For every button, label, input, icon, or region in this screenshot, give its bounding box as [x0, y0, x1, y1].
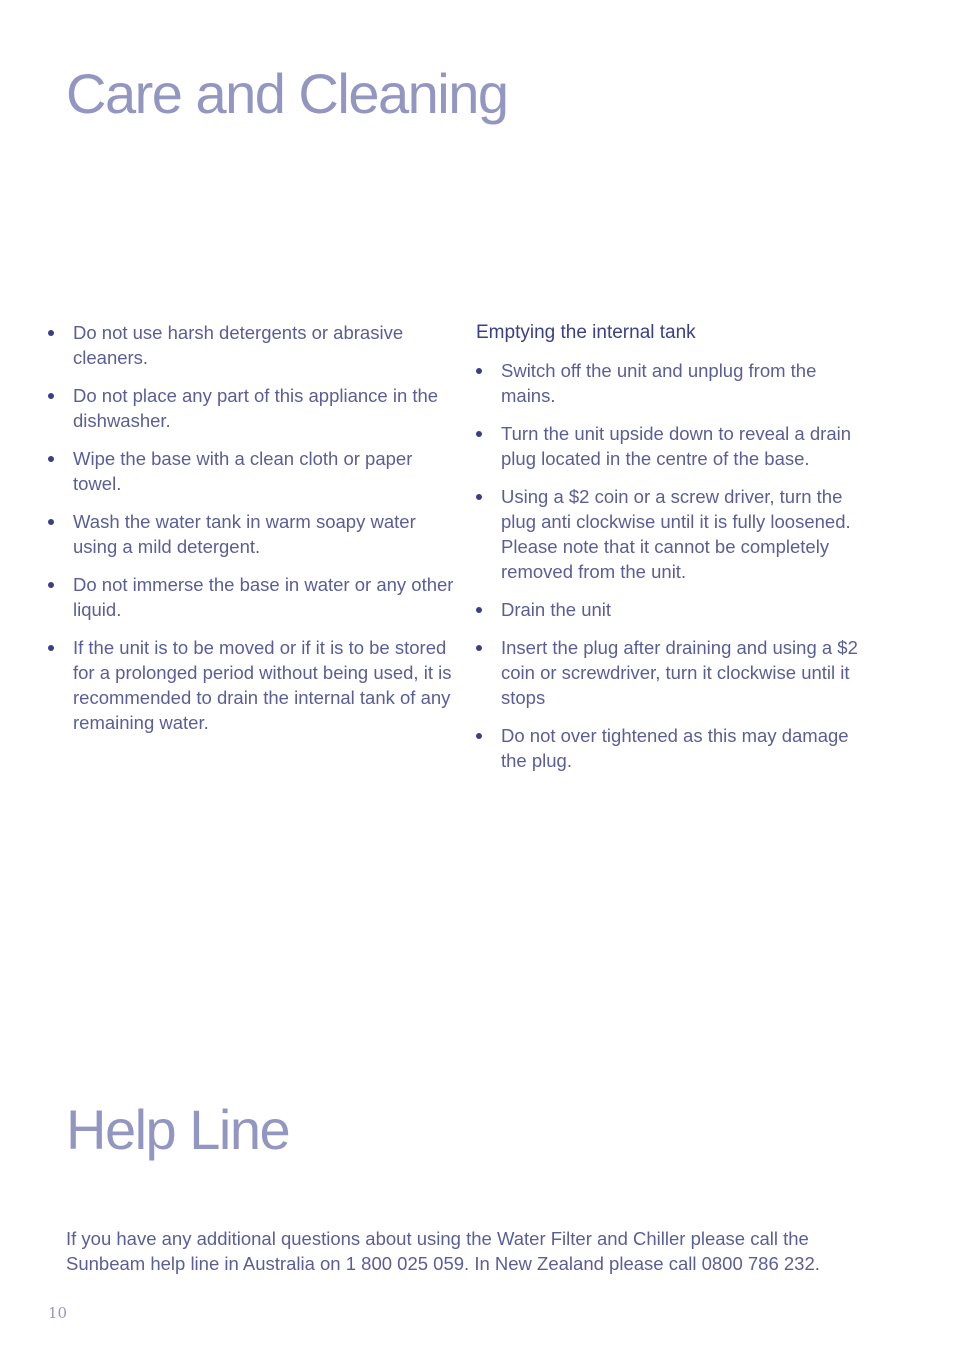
- page-number: 10: [48, 1304, 68, 1322]
- list-item: Using a $2 coin or a screw driver, turn the plug anti clockwise until it is fully loosened. Please note that it cannot be completely removed from the unit.: [476, 484, 871, 584]
- care-list: [48, 320, 454, 735]
- help-line-text: If you have any additional questions about using the Water Filter and Chiller please call the Sunbeam help line in Australia on 1 800 025 059. In New Zealand please call 0800 786 232.: [66, 1228, 820, 1274]
- bullet-icon: [476, 645, 482, 651]
- list-item: Insert the plug after draining and using a $2 coin or screwdriver, turn it clockwise until it stops: [476, 635, 871, 710]
- list-item: Switch off the unit and unplug from the mains.: [476, 358, 871, 408]
- bullet-icon: [48, 519, 54, 525]
- bullet-icon: [476, 368, 482, 374]
- bullet-icon: [476, 607, 482, 613]
- list-item: Turn the unit upside down to reveal a drain plug located in the centre of the base.: [476, 421, 871, 471]
- help-line-title: Help Line: [66, 1098, 290, 1161]
- list-item: Do not over tightened as this may damage the plug.: [476, 723, 871, 773]
- care-and-cleaning-title: Care and Cleaning: [66, 62, 508, 125]
- bullet-icon: [48, 330, 54, 336]
- bullet-icon: [476, 494, 482, 500]
- list-item: Drain the unit: [476, 597, 871, 622]
- bullet-icon: [476, 733, 482, 739]
- list-item: Do not place any part of this appliance in the dishwasher.: [48, 383, 443, 433]
- list-item: Wash the water tank in warm soapy water using a mild detergent.: [48, 509, 443, 559]
- list-item: If the unit is to be moved or if it is to be stored for a prolonged period without being used, it is recommended to drain the internal tank of any remaining water.: [48, 635, 443, 735]
- bullet-icon: [48, 393, 54, 399]
- bullet-icon: [48, 582, 54, 588]
- bullet-icon: [476, 431, 482, 437]
- bullet-icon: [48, 645, 54, 651]
- emptying-tank-column: [476, 320, 871, 786]
- emptying-tank-list: [476, 358, 871, 773]
- bullet-icon: [48, 456, 54, 462]
- emptying-tank-heading: Emptying the internal tank: [476, 322, 696, 343]
- list-item: Do not use harsh detergents or abrasive cleaners.: [48, 320, 443, 370]
- care-instructions-column: [48, 320, 454, 748]
- list-item: Wipe the base with a clean cloth or paper towel.: [48, 446, 443, 496]
- list-item: Do not immerse the base in water or any other liquid.: [48, 572, 443, 622]
